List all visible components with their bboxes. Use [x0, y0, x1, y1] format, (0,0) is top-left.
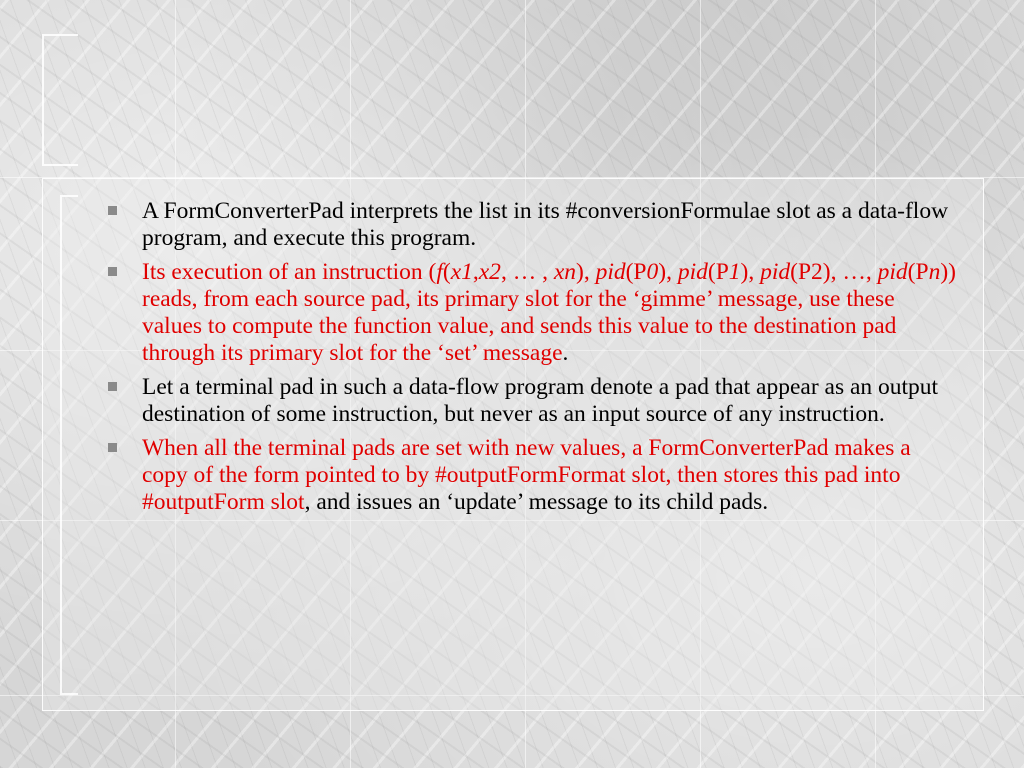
highlighted-text: When all the terminal pads are set with new values, a FormConverterPad makes a copy of the form pointed to by #outputFormFormat slot, then stores this pad into #outputForm slot [142, 435, 911, 515]
bullet-item [100, 374, 960, 428]
square-bullet-icon [108, 206, 117, 215]
bullet-text [142, 435, 960, 516]
period: . [562, 340, 569, 366]
slide-body [100, 198, 960, 523]
square-bullet-icon [108, 267, 117, 276]
left-frame-bracket [60, 195, 78, 695]
square-bullet-icon [108, 382, 117, 391]
bullet-text: A FormConverterPad interprets the list in its #conversionFormulae slot as a data-flow program, and execute this program. [142, 198, 949, 251]
plain-text: , and issues an ‘update’ message to its child pads. [304, 489, 769, 515]
top-left-frame-bracket [42, 34, 78, 166]
bullet-item [100, 198, 960, 252]
bullet-text [142, 259, 960, 367]
square-bullet-icon [108, 443, 117, 452]
bullet-item [100, 435, 960, 516]
instruction-text: Its execution of an instruction (f(x1,x2, … , xn), pid(P0), pid(P1), pid(P2), …, pid(Pn)) reads, from each source pad, its primary slot for the ‘gimme’ message, use these values to compute the function value, and sends this value to the destination pad through its primary slot for the ‘set’ message [142, 259, 956, 366]
bullet-item [100, 259, 960, 367]
bullet-text: Let a terminal pad in such a data-flow program denote a pad that appear as an output destination of some instruction, but never as an input source of any instruction. [142, 374, 939, 427]
